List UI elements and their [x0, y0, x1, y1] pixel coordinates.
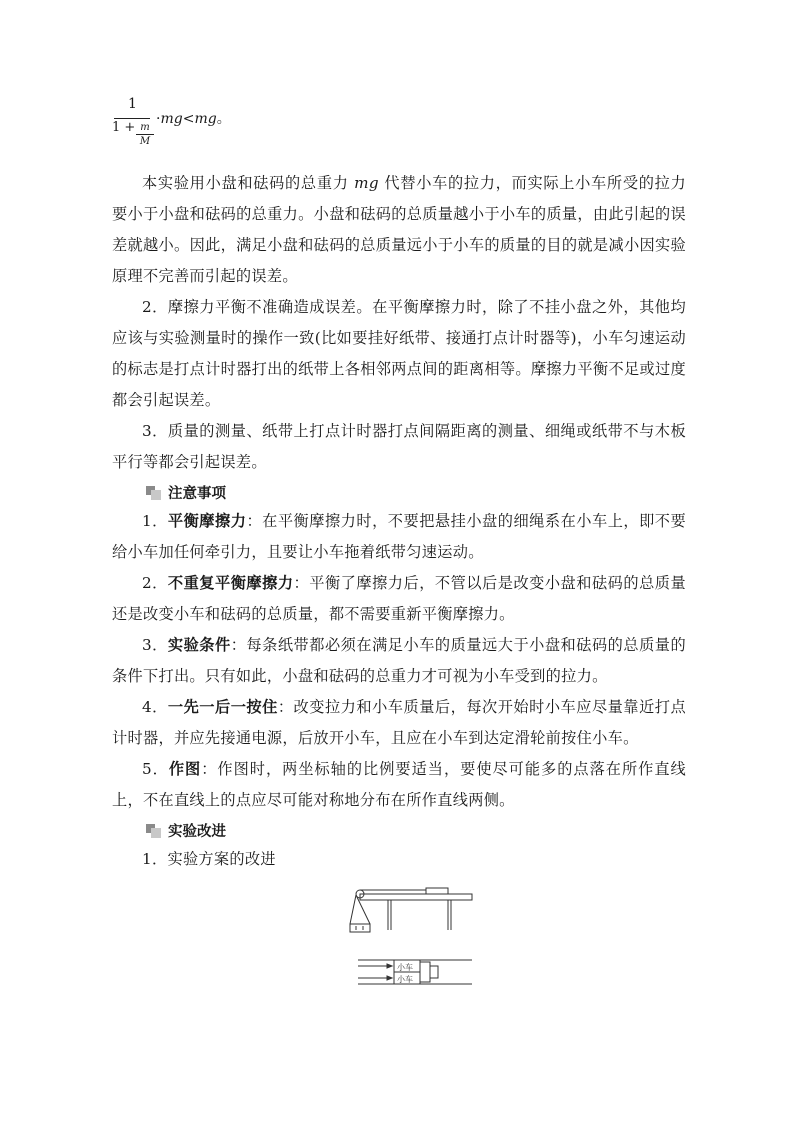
- section-title: 注意事项: [168, 485, 226, 502]
- note-item-3: 3．实验条件：每条纸带都必须在满足小车的质量远大于小盘和砝码的总质量的条件下打出。只有如此，小盘和砝码的总重力才可视为小车受到的拉力。: [112, 636, 686, 685]
- section-title: 实验改进: [168, 823, 226, 840]
- apparatus-figure: [348, 880, 488, 990]
- cart-label-top: 小车: [397, 963, 413, 972]
- formula-fraction-bar: [114, 118, 150, 119]
- double-cart-setup: [358, 960, 472, 984]
- paragraph-error-source-3: 3．质量的测量、纸带上打点计时器打点间隔距离的测量、细绳或纸带不与木板平行等都会引起误差。: [112, 422, 686, 471]
- improvement-item-1: 1．实验方案的改进: [142, 850, 276, 868]
- hanging-weight: [350, 924, 370, 932]
- formula-inner-den: M: [139, 136, 151, 147]
- paragraph-error-source-2: 2．摩擦力平衡不准确造成误差。在平衡摩擦力时，除了不挂小盘之外，其他均应该与实验测量时的操作一致(比如要挂好纸带、接通打点计时器等)，小车匀速运动的标志是打点计时器打出的纸带上各相邻两点间的距离相等。摩擦力平衡不足或过度都会引起误差。: [112, 298, 686, 409]
- formula-tail: ·mg<mg。: [156, 111, 231, 127]
- apparatus-diagram: [348, 880, 488, 990]
- hanger: [356, 895, 370, 924]
- note-item-2: 2．不重复平衡摩擦力：平衡了摩擦力后，不管以后是改变小盘和砝码的总质量还是改变小车和砝码的总质量，都不需要重新平衡摩擦力。: [112, 574, 686, 623]
- hanger: [350, 895, 356, 924]
- table-setup: [350, 888, 472, 932]
- section-heading-notes: [146, 482, 226, 503]
- formula-inner-num: m: [140, 122, 150, 133]
- note-item-4: 4．一先一后一按住：改变拉力和小车质量后，每次开始时小车应尽量靠近打点计时器，并应先接通电源，后放开小车，且应在小车到达定滑轮前按住小车。: [112, 698, 686, 747]
- note-item-1: 1．平衡摩擦力：在平衡摩擦力时，不要把悬挂小盘的细绳系在小车上，即不要给小车加任何牵引力，且要让小车拖着纸带匀速运动。: [112, 512, 687, 561]
- formula-inner-fraction: [136, 122, 154, 147]
- formula-numerator: 1: [128, 96, 137, 112]
- tabletop: [360, 894, 472, 900]
- cart: [426, 888, 448, 894]
- formula-denominator: 1 +: [112, 120, 136, 135]
- formula-fraction: [112, 96, 312, 168]
- section-square-icon: [146, 486, 162, 500]
- note-item-5: 5．作图：作图时，两坐标轴的比例要适当，要使尽可能多的点落在所作直线上，不在直线上的点应尽可能对称地分布在所作直线两侧。: [112, 760, 687, 809]
- cart-label-bottom: 小车: [397, 975, 413, 984]
- section-square-icon: [146, 824, 162, 838]
- section-heading-improvement: [146, 820, 226, 841]
- paragraph-error-source-1: 本实验用小盘和砝码的总重力 mg 代替小车的拉力，而实际上小车所受的拉力要小于小盘和砝码的总重力。小盘和砝码的总质量越小于小车的质量，由此引起的误差就越小。因此，满足小盘和砝码的总质量远小于小车的质量的目的就是减小因实验原理不完善而引起的误差。: [112, 174, 686, 285]
